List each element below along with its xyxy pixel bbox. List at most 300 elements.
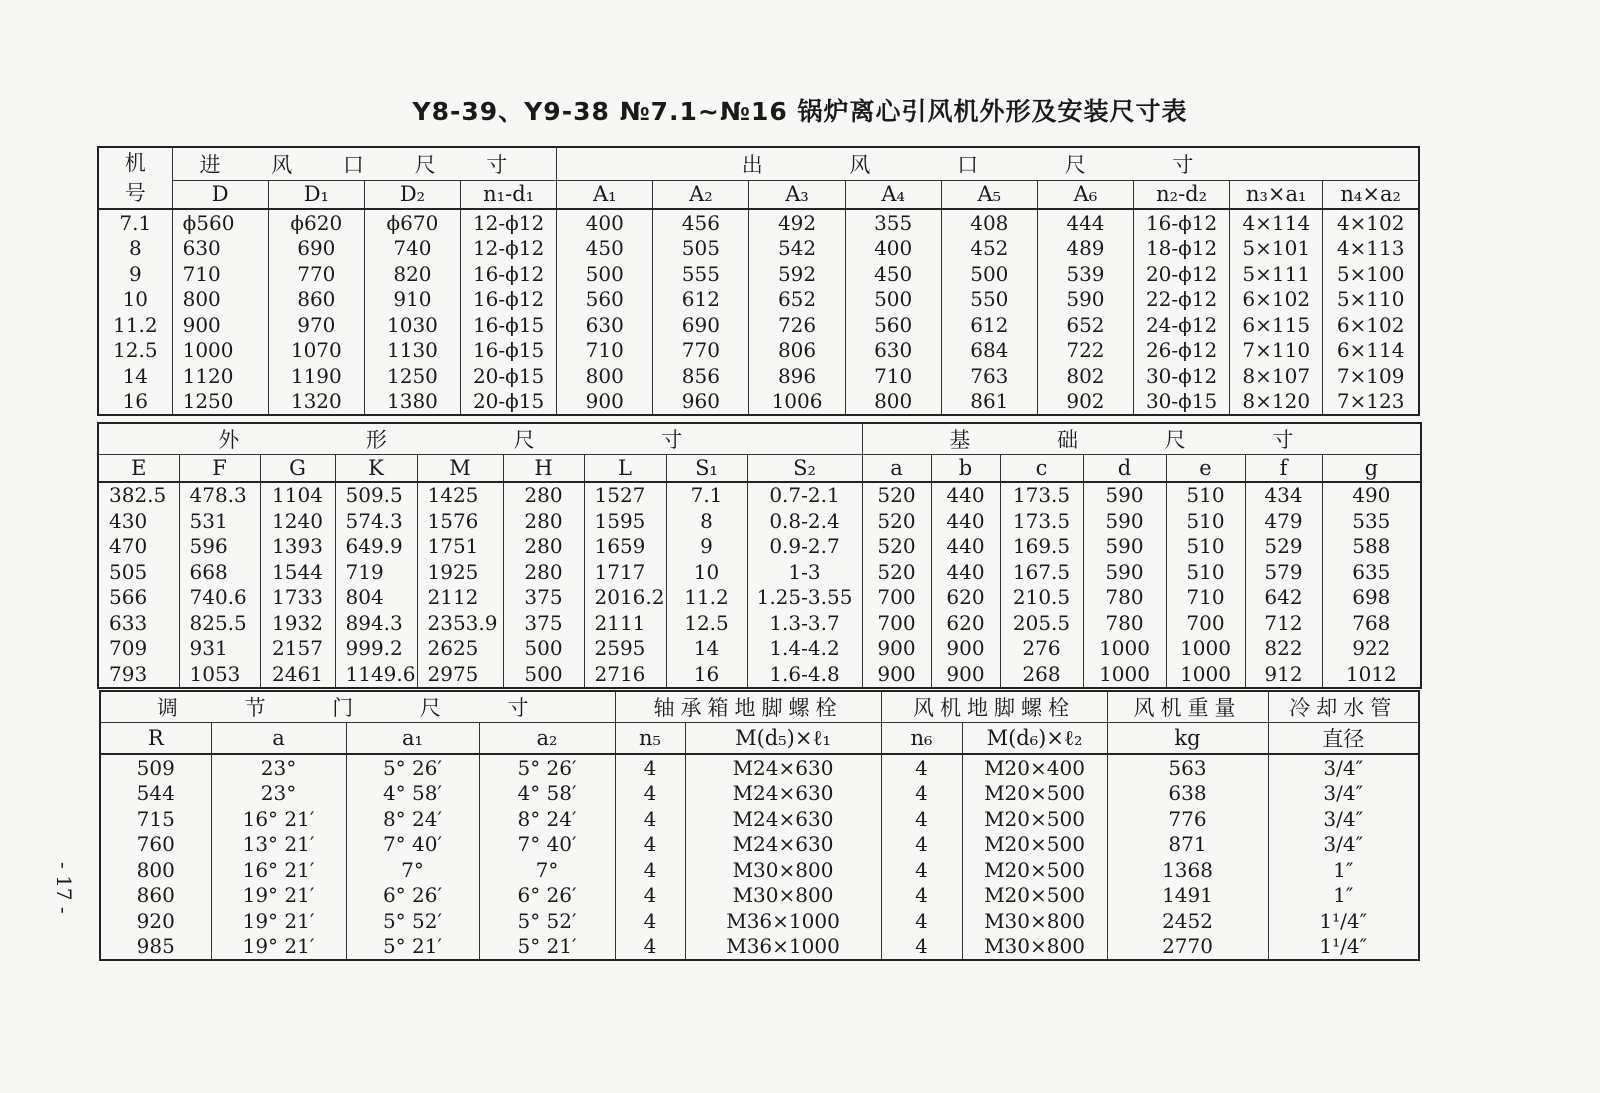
table-cell: 698 bbox=[1322, 585, 1421, 611]
table-cell: M24×630 bbox=[685, 781, 881, 807]
table-cell: 860 bbox=[268, 287, 364, 313]
table-cell: 900 bbox=[931, 636, 1000, 662]
table-cell: 16° 21′ bbox=[211, 857, 346, 883]
table-cell: 18-ϕ12 bbox=[1134, 236, 1230, 262]
column-header: a₁ bbox=[346, 723, 479, 755]
table-cell: 520 bbox=[862, 559, 931, 585]
table-cell: 4 bbox=[615, 883, 685, 909]
table-cell: 1053 bbox=[179, 661, 260, 688]
table-cell: 1120 bbox=[172, 363, 268, 389]
table-cell: 719 bbox=[335, 559, 417, 585]
table-cell: 5° 26′ bbox=[346, 754, 479, 781]
table-cell: 16 bbox=[666, 661, 747, 688]
header-group-row bbox=[98, 423, 1421, 455]
column-header: S₂ bbox=[747, 455, 862, 482]
table-cell: 1030 bbox=[364, 312, 460, 338]
table-cell: 630 bbox=[845, 338, 941, 364]
table-cell: 539 bbox=[1037, 261, 1133, 287]
table-cell: 30-ϕ12 bbox=[1134, 363, 1230, 389]
table-cell: 1070 bbox=[268, 338, 364, 364]
table-cell: 400 bbox=[845, 236, 941, 262]
table-row bbox=[98, 482, 1421, 509]
table-cell: 6×102 bbox=[1230, 287, 1323, 313]
table-cell: 490 bbox=[1322, 482, 1421, 509]
table-cell: 210.5 bbox=[1000, 585, 1083, 611]
table-cell: 820 bbox=[364, 261, 460, 287]
table-cell: 1149.6 bbox=[335, 661, 417, 688]
table-cell: ϕ560 bbox=[172, 209, 268, 236]
table-cell: 444 bbox=[1037, 209, 1133, 236]
table-cell: 12-ϕ12 bbox=[461, 236, 557, 262]
table-cell: 268 bbox=[1000, 661, 1083, 688]
table-cell: 7° 40′ bbox=[346, 832, 479, 858]
table-cell: 1000 bbox=[1083, 636, 1166, 662]
table-cell: 9 bbox=[98, 261, 172, 287]
table-cell: 4×102 bbox=[1323, 209, 1419, 236]
table-row bbox=[100, 781, 1419, 807]
outline-foundation-table-head bbox=[98, 423, 1421, 482]
table-cell: 4° 58′ bbox=[479, 781, 615, 807]
table-cell: 1491 bbox=[1107, 883, 1268, 909]
table-row bbox=[100, 908, 1419, 934]
table-cell: 500 bbox=[503, 636, 584, 662]
bearing-box-bolt-header: 轴承箱地脚螺栓 bbox=[615, 691, 881, 723]
table-cell: 700 bbox=[862, 610, 931, 636]
table-cell: 470 bbox=[98, 534, 179, 560]
table-cell: 860 bbox=[100, 883, 211, 909]
table-cell: 5° 21′ bbox=[479, 934, 615, 961]
table-cell: 596 bbox=[179, 534, 260, 560]
table-cell: 408 bbox=[941, 209, 1037, 236]
damper-bolt-weight-table bbox=[99, 690, 1420, 961]
table-cell: 19° 21′ bbox=[211, 908, 346, 934]
table-cell: 574.3 bbox=[335, 508, 417, 534]
table-cell: 16-ϕ12 bbox=[1134, 209, 1230, 236]
table-cell: 690 bbox=[268, 236, 364, 262]
table-row bbox=[100, 832, 1419, 858]
table-row bbox=[98, 209, 1419, 236]
table-cell: 434 bbox=[1245, 482, 1322, 509]
table-cell: M36×1000 bbox=[685, 908, 881, 934]
table-cell: 690 bbox=[653, 312, 749, 338]
table-cell: 22-ϕ12 bbox=[1134, 287, 1230, 313]
column-header: n₅ bbox=[615, 723, 685, 755]
table-cell: 2595 bbox=[584, 636, 666, 662]
table-cell: 10 bbox=[666, 559, 747, 585]
column-header: e bbox=[1166, 455, 1245, 482]
table-cell: 1¹/4″ bbox=[1268, 908, 1419, 934]
table-cell: 684 bbox=[941, 338, 1037, 364]
table-cell: 1.4-4.2 bbox=[747, 636, 862, 662]
column-header: n₁-d₁ bbox=[461, 180, 557, 209]
table-row bbox=[98, 508, 1421, 534]
table-cell: 726 bbox=[749, 312, 845, 338]
table-cell: 910 bbox=[364, 287, 460, 313]
table-cell: 900 bbox=[172, 312, 268, 338]
machine-no-label: 机号 bbox=[124, 151, 146, 205]
table-cell: 440 bbox=[931, 559, 1000, 585]
table-cell: 20-ϕ15 bbox=[461, 389, 557, 416]
table-cell: 505 bbox=[653, 236, 749, 262]
table-cell: 5×110 bbox=[1323, 287, 1419, 313]
table-cell: 4 bbox=[615, 754, 685, 781]
table-cell: 0.9-2.7 bbox=[747, 534, 862, 560]
inlet-outlet-table bbox=[97, 146, 1420, 416]
table-cell: 1″ bbox=[1268, 857, 1419, 883]
table-cell: 1925 bbox=[417, 559, 503, 585]
table-cell: 2770 bbox=[1107, 934, 1268, 961]
table-cell: 4° 58′ bbox=[346, 781, 479, 807]
column-header: M bbox=[417, 455, 503, 482]
table-cell: 999.2 bbox=[335, 636, 417, 662]
table-cell: 871 bbox=[1107, 832, 1268, 858]
table-cell: 11.2 bbox=[666, 585, 747, 611]
table-cell: 4 bbox=[615, 857, 685, 883]
table-cell: 6×115 bbox=[1230, 312, 1323, 338]
table-cell: 710 bbox=[172, 261, 268, 287]
table-cell: 590 bbox=[1083, 508, 1166, 534]
table-cell: 1104 bbox=[260, 482, 335, 509]
table-cell: 489 bbox=[1037, 236, 1133, 262]
table-cell: 4 bbox=[881, 832, 962, 858]
table-row bbox=[100, 806, 1419, 832]
table-cell: 8° 24′ bbox=[346, 806, 479, 832]
table-cell: 450 bbox=[557, 236, 653, 262]
table-cell: 1368 bbox=[1107, 857, 1268, 883]
column-header: A₆ bbox=[1037, 180, 1133, 209]
table-cell: 7° bbox=[479, 857, 615, 883]
table-cell: 920 bbox=[100, 908, 211, 934]
table-cell: 1006 bbox=[749, 389, 845, 416]
table-cell: 2716 bbox=[584, 661, 666, 688]
table-cell: 896 bbox=[749, 363, 845, 389]
table-cell: 700 bbox=[1166, 610, 1245, 636]
table-cell: 1932 bbox=[260, 610, 335, 636]
table-cell: 11.2 bbox=[98, 312, 172, 338]
column-header: n₂-d₂ bbox=[1134, 180, 1230, 209]
table-cell: 902 bbox=[1037, 389, 1133, 416]
table-cell: 14 bbox=[666, 636, 747, 662]
table-cell: 710 bbox=[845, 363, 941, 389]
table-cell: 479 bbox=[1245, 508, 1322, 534]
cooling-pipe-header: 冷却水管 bbox=[1268, 691, 1419, 723]
table-row bbox=[100, 857, 1419, 883]
table-cell: 642 bbox=[1245, 585, 1322, 611]
column-header: f bbox=[1245, 455, 1322, 482]
table-cell: 1190 bbox=[268, 363, 364, 389]
table-cell: 1751 bbox=[417, 534, 503, 560]
table-cell: 382.5 bbox=[98, 482, 179, 509]
table-cell: 763 bbox=[941, 363, 1037, 389]
table-cell: 2625 bbox=[417, 636, 503, 662]
column-header-row bbox=[98, 180, 1419, 209]
column-header: d bbox=[1083, 455, 1166, 482]
fan-weight-header: 风机重量 bbox=[1107, 691, 1268, 723]
table-cell: 970 bbox=[268, 312, 364, 338]
table-cell: 4 bbox=[881, 934, 962, 961]
table-cell: 10 bbox=[98, 287, 172, 313]
table-cell: 5° 26′ bbox=[479, 754, 615, 781]
table-cell: 740 bbox=[364, 236, 460, 262]
table-cell: 630 bbox=[172, 236, 268, 262]
table-cell: 4 bbox=[615, 908, 685, 934]
inlet-outlet-rows bbox=[98, 209, 1419, 415]
table-cell: 710 bbox=[557, 338, 653, 364]
table-cell: 7×109 bbox=[1323, 363, 1419, 389]
column-header: D₁ bbox=[268, 180, 364, 209]
table-cell: 1.3-3.7 bbox=[747, 610, 862, 636]
table-cell: 500 bbox=[845, 287, 941, 313]
table-cell: 668 bbox=[179, 559, 260, 585]
column-header: A₂ bbox=[653, 180, 749, 209]
table-cell: 8×120 bbox=[1230, 389, 1323, 416]
table-cell: 760 bbox=[100, 832, 211, 858]
table-cell: 23° bbox=[211, 754, 346, 781]
table-cell: 280 bbox=[503, 508, 584, 534]
table-cell: 5° 21′ bbox=[346, 934, 479, 961]
outlet-size-header: 出 风 口 尺 寸 bbox=[557, 147, 1419, 180]
table-cell: 205.5 bbox=[1000, 610, 1083, 636]
table-cell: 375 bbox=[503, 585, 584, 611]
table-cell: 16° 21′ bbox=[211, 806, 346, 832]
table-cell: 780 bbox=[1083, 610, 1166, 636]
table-cell: 520 bbox=[862, 508, 931, 534]
table-cell: 931 bbox=[179, 636, 260, 662]
table-cell: 1.6-4.8 bbox=[747, 661, 862, 688]
table-cell: 478.3 bbox=[179, 482, 260, 509]
table-cell: 620 bbox=[931, 585, 1000, 611]
table-cell: 173.5 bbox=[1000, 482, 1083, 509]
table-row bbox=[98, 534, 1421, 560]
table-cell: 505 bbox=[98, 559, 179, 585]
table-cell: 649.9 bbox=[335, 534, 417, 560]
table-row bbox=[100, 883, 1419, 909]
table-cell: ϕ620 bbox=[268, 209, 364, 236]
table-cell: 7° 40′ bbox=[479, 832, 615, 858]
table-cell: 1240 bbox=[260, 508, 335, 534]
column-header: K bbox=[335, 455, 417, 482]
table-cell: 510 bbox=[1166, 534, 1245, 560]
table-cell: 793 bbox=[98, 661, 179, 688]
table-cell: 612 bbox=[941, 312, 1037, 338]
table-cell: 592 bbox=[749, 261, 845, 287]
table-cell: 770 bbox=[653, 338, 749, 364]
table-cell: 1659 bbox=[584, 534, 666, 560]
table-cell: 722 bbox=[1037, 338, 1133, 364]
column-header: b bbox=[931, 455, 1000, 482]
table-cell: 1250 bbox=[172, 389, 268, 416]
table-cell: 16-ϕ12 bbox=[461, 287, 557, 313]
table-cell: 633 bbox=[98, 610, 179, 636]
table-cell: 800 bbox=[557, 363, 653, 389]
table-cell: 8 bbox=[98, 236, 172, 262]
table-cell: M24×630 bbox=[685, 754, 881, 781]
table-cell: 1425 bbox=[417, 482, 503, 509]
column-header: a bbox=[211, 723, 346, 755]
table-cell: 456 bbox=[653, 209, 749, 236]
table-cell: 5×111 bbox=[1230, 261, 1323, 287]
table-cell: 4×113 bbox=[1323, 236, 1419, 262]
table-cell: 509 bbox=[100, 754, 211, 781]
table-row bbox=[98, 363, 1419, 389]
table-cell: 500 bbox=[941, 261, 1037, 287]
table-row bbox=[98, 636, 1421, 662]
table-row bbox=[98, 261, 1419, 287]
table-cell: 770 bbox=[268, 261, 364, 287]
table-row bbox=[98, 559, 1421, 585]
column-header: F bbox=[179, 455, 260, 482]
header-group-row bbox=[100, 691, 1419, 723]
table-cell: 1320 bbox=[268, 389, 364, 416]
table-cell: 510 bbox=[1166, 508, 1245, 534]
table-cell: 776 bbox=[1107, 806, 1268, 832]
table-row bbox=[100, 934, 1419, 961]
table-cell: 26-ϕ12 bbox=[1134, 338, 1230, 364]
column-header: M(d₅)×ℓ₁ bbox=[685, 723, 881, 755]
table-cell: M30×800 bbox=[685, 857, 881, 883]
table-cell: 2353.9 bbox=[417, 610, 503, 636]
table-cell: 6×102 bbox=[1323, 312, 1419, 338]
table-cell: 922 bbox=[1322, 636, 1421, 662]
table-cell: 900 bbox=[862, 661, 931, 688]
table-cell: 19° 21′ bbox=[211, 883, 346, 909]
table-cell: 12.5 bbox=[98, 338, 172, 364]
table-row bbox=[98, 338, 1419, 364]
damper-bolt-weight-table-head bbox=[100, 691, 1419, 754]
table-cell: 12.5 bbox=[666, 610, 747, 636]
table-cell: 709 bbox=[98, 636, 179, 662]
table-cell: 560 bbox=[845, 312, 941, 338]
table-cell: 1000 bbox=[172, 338, 268, 364]
table-cell: 900 bbox=[557, 389, 653, 416]
table-cell: 1″ bbox=[1268, 883, 1419, 909]
table-cell: 1393 bbox=[260, 534, 335, 560]
column-header: L bbox=[584, 455, 666, 482]
table-cell: 16-ϕ15 bbox=[461, 312, 557, 338]
table-cell: 1012 bbox=[1322, 661, 1421, 688]
table-cell: 960 bbox=[653, 389, 749, 416]
table-cell: ϕ670 bbox=[364, 209, 460, 236]
table-cell: 531 bbox=[179, 508, 260, 534]
table-cell: 520 bbox=[862, 482, 931, 509]
table-cell: 12-ϕ12 bbox=[461, 209, 557, 236]
table-cell: 800 bbox=[172, 287, 268, 313]
table-cell: 24-ϕ12 bbox=[1134, 312, 1230, 338]
column-header: kg bbox=[1107, 723, 1268, 755]
table-cell: 620 bbox=[931, 610, 1000, 636]
damper-bolt-weight-rows bbox=[100, 754, 1419, 960]
inlet-size-header: 进 风 口 尺 寸 bbox=[172, 147, 557, 180]
table-cell: 6° 26′ bbox=[479, 883, 615, 909]
table-cell: 4 bbox=[615, 781, 685, 807]
table-cell: 2112 bbox=[417, 585, 503, 611]
table-cell: 2016.2 bbox=[584, 585, 666, 611]
fan-anchor-bolt-header: 风机地脚螺栓 bbox=[881, 691, 1107, 723]
table-cell: 1000 bbox=[1083, 661, 1166, 688]
table-cell: 806 bbox=[749, 338, 845, 364]
table-cell: 20-ϕ15 bbox=[461, 363, 557, 389]
column-header: D₂ bbox=[364, 180, 460, 209]
table-cell: 520 bbox=[862, 534, 931, 560]
table-cell: M24×630 bbox=[685, 806, 881, 832]
table-row bbox=[98, 661, 1421, 688]
table-cell: 4 bbox=[881, 908, 962, 934]
column-header: D bbox=[172, 180, 268, 209]
table-cell: 588 bbox=[1322, 534, 1421, 560]
column-header: H bbox=[503, 455, 584, 482]
table-cell: 1733 bbox=[260, 585, 335, 611]
column-header: n₃×a₁ bbox=[1230, 180, 1323, 209]
table-cell: M24×630 bbox=[685, 832, 881, 858]
table-cell: M30×800 bbox=[962, 908, 1107, 934]
page-number: - 17 - bbox=[52, 862, 76, 914]
table-cell: 566 bbox=[98, 585, 179, 611]
table-cell: 900 bbox=[862, 636, 931, 662]
table-row bbox=[98, 312, 1419, 338]
table-cell: M20×500 bbox=[962, 832, 1107, 858]
column-header: M(d₆)×ℓ₂ bbox=[962, 723, 1107, 755]
table-cell: 740.6 bbox=[179, 585, 260, 611]
table-cell: 375 bbox=[503, 610, 584, 636]
table-cell: 555 bbox=[653, 261, 749, 287]
column-header: c bbox=[1000, 455, 1083, 482]
table-cell: 535 bbox=[1322, 508, 1421, 534]
table-cell: 4 bbox=[881, 857, 962, 883]
table-row bbox=[98, 389, 1419, 416]
table-cell: 3/4″ bbox=[1268, 781, 1419, 807]
table-cell: 8×107 bbox=[1230, 363, 1323, 389]
column-header: R bbox=[100, 723, 211, 755]
table-cell: 0.7-2.1 bbox=[747, 482, 862, 509]
table-cell: 1.25-3.55 bbox=[747, 585, 862, 611]
column-header-row bbox=[98, 455, 1421, 482]
table-cell: 1000 bbox=[1166, 636, 1245, 662]
table-cell: 590 bbox=[1083, 534, 1166, 560]
table-cell: 452 bbox=[941, 236, 1037, 262]
table-cell: 5×101 bbox=[1230, 236, 1323, 262]
table-cell: M20×500 bbox=[962, 857, 1107, 883]
table-cell: 167.5 bbox=[1000, 559, 1083, 585]
table-cell: 1380 bbox=[364, 389, 460, 416]
machine-no-header bbox=[98, 147, 172, 209]
table-cell: 6×114 bbox=[1323, 338, 1419, 364]
table-cell: 529 bbox=[1245, 534, 1322, 560]
table-cell: 4 bbox=[881, 883, 962, 909]
table-row bbox=[100, 754, 1419, 781]
table-cell: 550 bbox=[941, 287, 1037, 313]
table-cell: 712 bbox=[1245, 610, 1322, 636]
page-title: Y8-39、Y9-38 №7.1~№16 锅炉离心引风机外形及安装尺寸表 bbox=[412, 97, 1188, 126]
table-cell: 590 bbox=[1037, 287, 1133, 313]
table-cell: 7×110 bbox=[1230, 338, 1323, 364]
table-cell: 800 bbox=[845, 389, 941, 416]
column-header: A₁ bbox=[557, 180, 653, 209]
column-header: A₄ bbox=[845, 180, 941, 209]
table-cell: 509.5 bbox=[335, 482, 417, 509]
table-cell: 0.8-2.4 bbox=[747, 508, 862, 534]
table-cell: 440 bbox=[931, 508, 1000, 534]
table-cell: 4 bbox=[881, 781, 962, 807]
table-cell: 1¹/4″ bbox=[1268, 934, 1419, 961]
table-cell: 19° 21′ bbox=[211, 934, 346, 961]
table-cell: 14 bbox=[98, 363, 172, 389]
inlet-outlet-table-body bbox=[98, 147, 1419, 209]
table-cell: 8 bbox=[666, 508, 747, 534]
table-cell: M20×400 bbox=[962, 754, 1107, 781]
column-header: a bbox=[862, 455, 931, 482]
table-cell: 6° 26′ bbox=[346, 883, 479, 909]
foundation-size-header: 基 础 尺 寸 bbox=[862, 423, 1421, 455]
